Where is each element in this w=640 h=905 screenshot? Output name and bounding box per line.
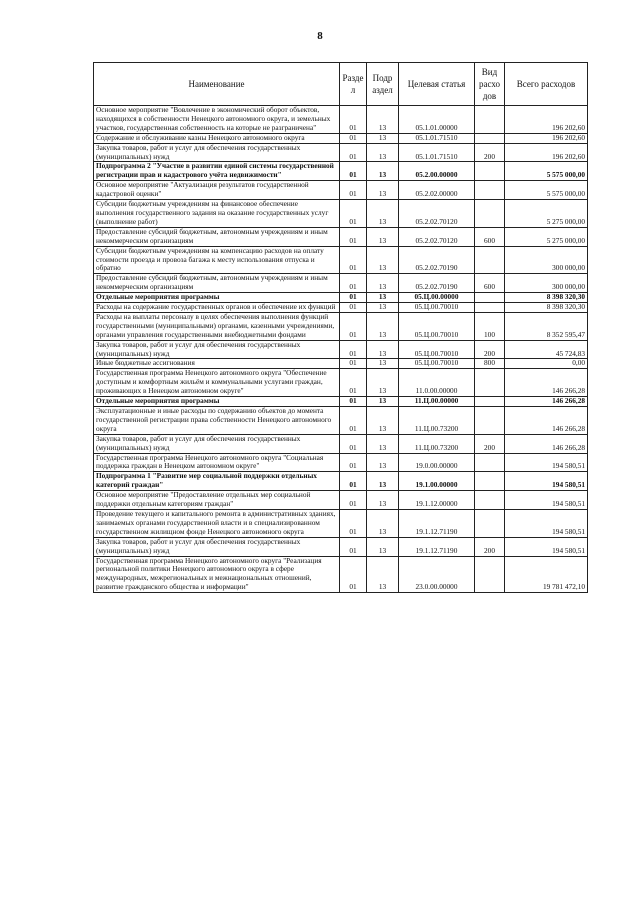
cell-expense-type — [475, 369, 505, 397]
cell-section: 01 — [340, 407, 367, 435]
cell-total: 45 724,83 — [505, 340, 588, 359]
cell-target-article: 05.2.00.00000 — [399, 162, 475, 181]
table-row — [94, 246, 588, 274]
cell-section: 01 — [340, 434, 367, 453]
cell-section: 01 — [340, 133, 367, 143]
cell-name: Субсидии бюджетным учреждениям на финансовое обеспечение выполнения государственного задания на оказание государственных услуг (выполнение работ) — [94, 200, 340, 228]
cell-name: Расходы на выплаты персоналу в целях обеспечения выполнения функций государственными (муниципальными) органами, казенными учреждениями, органами управления государственными внебюджетными фондами — [94, 312, 340, 340]
cell-section: 01 — [340, 162, 367, 181]
table-row — [94, 491, 588, 510]
cell-target-article: 19.0.00.00000 — [399, 453, 475, 472]
page-number: 8 — [317, 30, 323, 42]
cell-name: Государственная программа Ненецкого автономного округа "Социальная поддержка граждан в Ненецком автономном округе" — [94, 453, 340, 472]
cell-subsection: 13 — [367, 509, 399, 537]
cell-subsection: 13 — [367, 227, 399, 246]
cell-subsection: 13 — [367, 133, 399, 143]
cell-expense-type: 200 — [475, 143, 505, 162]
cell-total: 146 266,28 — [505, 407, 588, 435]
cell-total: 300 000,00 — [505, 274, 588, 293]
cell-expense-type — [475, 509, 505, 537]
cell-subsection: 13 — [367, 274, 399, 293]
cell-section: 01 — [340, 491, 367, 510]
header-expense-type: Вид расхо дов — [475, 63, 505, 106]
cell-subsection: 13 — [367, 369, 399, 397]
cell-total: 8 398 320,30 — [505, 303, 588, 313]
cell-target-article: 05.2.02.70120 — [399, 200, 475, 228]
table-row — [94, 472, 588, 491]
header-name: Наименование — [94, 63, 340, 106]
table-row — [94, 227, 588, 246]
table-row — [94, 143, 588, 162]
cell-section: 01 — [340, 369, 367, 397]
cell-target-article: 05.Ц.00.70010 — [399, 303, 475, 313]
table-row — [94, 434, 588, 453]
cell-name: Основное мероприятие "Предоставление отдельных мер социальной поддержки отдельным категориям граждан" — [94, 491, 340, 510]
cell-section: 01 — [340, 556, 367, 593]
cell-section: 01 — [340, 312, 367, 340]
table-row — [94, 407, 588, 435]
cell-subsection: 13 — [367, 181, 399, 200]
cell-section: 01 — [340, 246, 367, 274]
cell-section: 01 — [340, 453, 367, 472]
cell-target-article: 05.2.02.00000 — [399, 181, 475, 200]
cell-target-article: 19.1.12.00000 — [399, 491, 475, 510]
cell-name: Отдельные мероприятия программы — [94, 397, 340, 407]
cell-expense-type — [475, 397, 505, 407]
cell-expense-type — [475, 407, 505, 435]
cell-target-article: 05.2.02.70190 — [399, 246, 475, 274]
cell-expense-type — [475, 293, 505, 303]
cell-target-article: 05.2.02.70120 — [399, 227, 475, 246]
cell-total: 194 580,51 — [505, 537, 588, 556]
cell-name: Основное мероприятие "Вовлечение в экономический оборот объектов, находящихся в собственности Ненецкого автономного округа, и земельных участков, государственная собственность на которые не разграничена" — [94, 106, 340, 134]
cell-subsection: 13 — [367, 491, 399, 510]
cell-total: 196 202,60 — [505, 133, 588, 143]
cell-target-article: 11.0.00.00000 — [399, 369, 475, 397]
cell-total: 196 202,60 — [505, 106, 588, 134]
table-row — [94, 200, 588, 228]
cell-name: Закупка товаров, работ и услуг для обеспечения государственных (муниципальных) нужд — [94, 143, 340, 162]
cell-section: 01 — [340, 227, 367, 246]
cell-total: 5 575 000,00 — [505, 162, 588, 181]
table-row — [94, 181, 588, 200]
cell-section: 01 — [340, 509, 367, 537]
cell-name: Закупка товаров, работ и услуг для обеспечения государственных (муниципальных) нужд — [94, 340, 340, 359]
cell-name: Содержание и обслуживание казны Ненецкого автономного округа — [94, 133, 340, 143]
cell-name: Расходы на содержание государственных органов и обеспечение их функций — [94, 303, 340, 313]
cell-name: Иные бюджетные ассигнования — [94, 359, 340, 369]
cell-expense-type — [475, 472, 505, 491]
cell-expense-type: 100 — [475, 312, 505, 340]
cell-section: 01 — [340, 303, 367, 313]
cell-section: 01 — [340, 143, 367, 162]
cell-total: 300 000,00 — [505, 246, 588, 274]
header-row — [94, 63, 588, 106]
cell-expense-type — [475, 453, 505, 472]
cell-name: Закупка товаров, работ и услуг для обеспечения государственных (муниципальных) нужд — [94, 537, 340, 556]
cell-target-article: 19.1.12.71190 — [399, 509, 475, 537]
cell-subsection: 13 — [367, 143, 399, 162]
cell-section: 01 — [340, 472, 367, 491]
cell-target-article: 05.Ц.00.70010 — [399, 312, 475, 340]
cell-name: Отдельные мероприятия программы — [94, 293, 340, 303]
cell-target-article: 23.0.00.00000 — [399, 556, 475, 593]
cell-name: Эксплуатационные и иные расходы по содержанию объектов до момента государственной регистрации права собственности Ненецкого автономного округа — [94, 407, 340, 435]
cell-total: 196 202,60 — [505, 143, 588, 162]
cell-expense-type — [475, 491, 505, 510]
cell-name: Государственная программа Ненецкого автономного округа "Обеспечение доступным и комфортным жильём и коммунальными услугами граждан, проживающих в Ненецком автономном округе" — [94, 369, 340, 397]
cell-expense-type: 800 — [475, 359, 505, 369]
cell-target-article: 05.1.01.00000 — [399, 106, 475, 134]
table-row — [94, 509, 588, 537]
table-row — [94, 303, 588, 313]
cell-total: 146 266,28 — [505, 369, 588, 397]
cell-target-article: 05.Ц.00.00000 — [399, 293, 475, 303]
cell-section: 01 — [340, 537, 367, 556]
cell-expense-type: 600 — [475, 274, 505, 293]
table-row — [94, 293, 588, 303]
cell-total: 194 580,51 — [505, 491, 588, 510]
cell-name: Подпрограмма 1 "Развитие мер социальной поддержки отдельных категорий граждан" — [94, 472, 340, 491]
cell-total: 146 266,28 — [505, 434, 588, 453]
cell-expense-type: 200 — [475, 434, 505, 453]
cell-subsection: 13 — [367, 556, 399, 593]
cell-name: Субсидии бюджетным учреждениям на компенсацию расходов на оплату стоимости проезда и провоза багажа к месту использования отпуска и обратно — [94, 246, 340, 274]
table-row — [94, 274, 588, 293]
cell-expense-type — [475, 556, 505, 593]
cell-subsection: 13 — [367, 472, 399, 491]
cell-expense-type — [475, 162, 505, 181]
cell-section: 01 — [340, 293, 367, 303]
cell-section: 01 — [340, 359, 367, 369]
cell-expense-type — [475, 133, 505, 143]
cell-subsection: 13 — [367, 200, 399, 228]
header-section: Разде л — [340, 63, 367, 106]
table-row — [94, 162, 588, 181]
table-row — [94, 340, 588, 359]
cell-target-article: 19.1.12.71190 — [399, 537, 475, 556]
cell-total: 8 398 320,30 — [505, 293, 588, 303]
header-target-article: Целевая статья — [399, 63, 475, 106]
cell-target-article: 11.Ц.00.73200 — [399, 434, 475, 453]
cell-expense-type — [475, 200, 505, 228]
cell-subsection: 13 — [367, 246, 399, 274]
cell-total: 194 580,51 — [505, 509, 588, 537]
cell-expense-type — [475, 303, 505, 313]
cell-subsection: 13 — [367, 293, 399, 303]
cell-target-article: 19.1.00.00000 — [399, 472, 475, 491]
cell-target-article: 05.Ц.00.70010 — [399, 359, 475, 369]
cell-subsection: 13 — [367, 537, 399, 556]
table-row — [94, 369, 588, 397]
cell-section: 01 — [340, 340, 367, 359]
cell-subsection: 13 — [367, 407, 399, 435]
cell-name: Основное мероприятие "Актуализация результатов государственной кадастровой оценки" — [94, 181, 340, 200]
cell-subsection: 13 — [367, 359, 399, 369]
table-row — [94, 312, 588, 340]
cell-name: Закупка товаров, работ и услуг для обеспечения государственных (муниципальных) нужд — [94, 434, 340, 453]
header-total-expenses: Всего расходов — [505, 63, 588, 106]
cell-expense-type: 200 — [475, 537, 505, 556]
cell-subsection: 13 — [367, 312, 399, 340]
cell-subsection: 13 — [367, 340, 399, 359]
cell-expense-type — [475, 181, 505, 200]
cell-subsection: 13 — [367, 434, 399, 453]
cell-target-article: 05.Ц.00.70010 — [399, 340, 475, 359]
cell-target-article: 05.2.02.70190 — [399, 274, 475, 293]
cell-total: 5 275 000,00 — [505, 227, 588, 246]
cell-total: 194 580,51 — [505, 472, 588, 491]
table-row — [94, 106, 588, 134]
table-row — [94, 537, 588, 556]
cell-total: 19 781 472,10 — [505, 556, 588, 593]
table-row — [94, 556, 588, 593]
cell-section: 01 — [340, 181, 367, 200]
cell-subsection: 13 — [367, 397, 399, 407]
cell-section: 01 — [340, 397, 367, 407]
cell-expense-type — [475, 106, 505, 134]
cell-expense-type — [475, 246, 505, 274]
cell-section: 01 — [340, 274, 367, 293]
cell-expense-type: 600 — [475, 227, 505, 246]
cell-target-article: 05.1.01.71510 — [399, 133, 475, 143]
cell-name: Предоставление субсидий бюджетным, автономным учреждениям и иным некоммерческим организациям — [94, 274, 340, 293]
cell-name: Предоставление субсидий бюджетным, автономным учреждениям и иным некоммерческим организациям — [94, 227, 340, 246]
cell-total: 8 352 595,47 — [505, 312, 588, 340]
cell-total: 146 266,28 — [505, 397, 588, 407]
budget-table — [93, 62, 588, 593]
table-row — [94, 133, 588, 143]
cell-section: 01 — [340, 200, 367, 228]
cell-section: 01 — [340, 106, 367, 134]
cell-subsection: 13 — [367, 106, 399, 134]
table-row — [94, 397, 588, 407]
cell-subsection: 13 — [367, 303, 399, 313]
cell-total: 194 580,51 — [505, 453, 588, 472]
cell-target-article: 11.Ц.00.73200 — [399, 407, 475, 435]
cell-name: Проведение текущего и капитального ремонта в административных зданиях, занимаемых органами государственной власти и в специализированном государственном жилищном фонде Ненецкого автономного округа — [94, 509, 340, 537]
table-body — [94, 106, 588, 593]
cell-name: Государственная программа Ненецкого автономного округа "Реализация региональной политики Ненецкого автономного округа в сфере международных, межрегиональных и межнациональных отношений, развитие гражданского общества и информации" — [94, 556, 340, 593]
cell-total: 5 575 000,00 — [505, 181, 588, 200]
header-subsection: Подр аздел — [367, 63, 399, 106]
table-row — [94, 359, 588, 369]
cell-subsection: 13 — [367, 162, 399, 181]
table-row — [94, 453, 588, 472]
cell-name: Подпрограмма 2 "Участие в развитии единой системы государственной регистрации прав и кадастрового учёта недвижимости" — [94, 162, 340, 181]
cell-target-article: 05.1.01.71510 — [399, 143, 475, 162]
cell-expense-type: 200 — [475, 340, 505, 359]
cell-total: 0,00 — [505, 359, 588, 369]
cell-total: 5 275 000,00 — [505, 200, 588, 228]
cell-subsection: 13 — [367, 453, 399, 472]
cell-target-article: 11.Ц.00.00000 — [399, 397, 475, 407]
